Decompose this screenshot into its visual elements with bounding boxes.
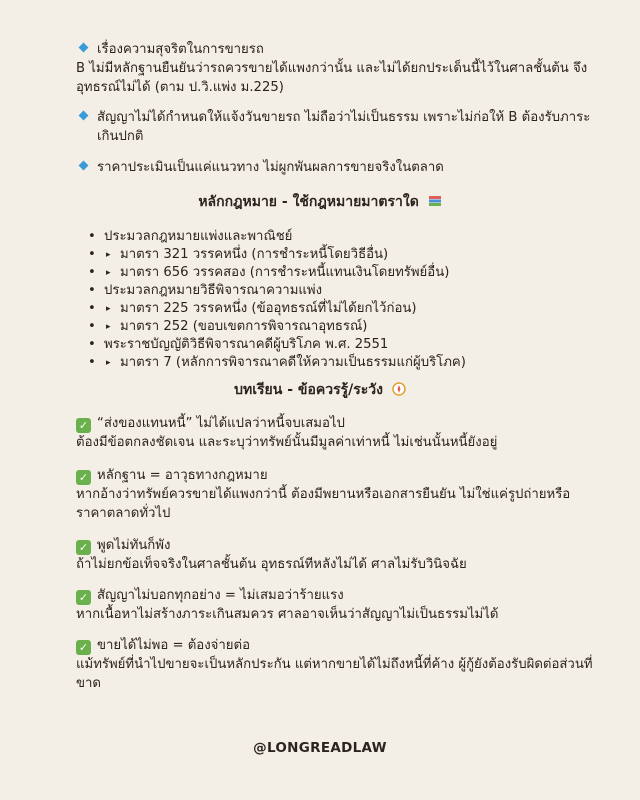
law-heading bbox=[0, 192, 640, 212]
triangle-right-icon: • ▸ bbox=[106, 322, 111, 332]
intro-point-title: สัญญาไม่ได้กำหนดให้แจ้งวันขายรถ ไม่ถือว่าไม่เป็นธรรม เพราะไม่ก่อให้ B ต้องรับภาระเกินปกติ bbox=[97, 110, 591, 144]
intro-point-title: ราคาประเมินเป็นแค่แนวทาง ไม่ผูกพันผลการขายจริงในตลาด bbox=[97, 160, 444, 175]
law-heading-text: หลักกฎหมาย - ใช้กฎหมายมาตราใด bbox=[198, 194, 419, 210]
diamond-bullet-icon bbox=[79, 43, 89, 53]
intro-point-body: B ไม่มีหลักฐานยืนยันว่ารถควรขายได้แพงกว่านั้น และไม่ได้ยกประเด็นนี้ไว้ในศาลชั้นต้น จึงอุทธรณ์ไม่ได้ (ตาม ป.วิ.แพ่ง ม.225) bbox=[76, 61, 588, 95]
lesson-1 bbox=[76, 414, 596, 452]
check-mark-icon: ✓ bbox=[76, 640, 91, 655]
intro-point-1 bbox=[76, 40, 596, 97]
check-mark-icon: ✓ bbox=[76, 590, 91, 605]
diamond-bullet-icon bbox=[79, 161, 89, 171]
law-list-subitem: • ▸ มาตรา 225 วรรคหนึ่ง (ข้ออุทธรณ์ที่ไม่ได้ยกไว้ก่อน) bbox=[88, 300, 588, 318]
compass-icon bbox=[392, 382, 406, 396]
books-icon bbox=[428, 194, 442, 208]
lesson-5 bbox=[76, 636, 596, 693]
triangle-right-icon: • ▸ bbox=[106, 268, 111, 278]
lesson-4 bbox=[76, 586, 596, 624]
lesson-title: หลักฐาน = อาวุธทางกฎหมาย bbox=[97, 468, 268, 483]
lesson-body: หากเนื้อหาไม่สร้างภาระเกินสมควร ศาลอาจเห็นว่าสัญญาไม่เป็นธรรมไม่ได้ bbox=[76, 607, 499, 622]
lesson-title: พูดไม่ทันก็พัง bbox=[97, 538, 171, 553]
law-list-item: • พระราชบัญญัติวิธีพิจารณาคดีผู้บริโภค พ.ศ. 2551 bbox=[88, 336, 588, 354]
check-mark-icon: ✓ bbox=[76, 470, 91, 485]
lesson-heading-text: บทเรียน - ข้อควรรู้/ระวัง bbox=[234, 382, 383, 398]
law-list-subitem: • ▸ มาตรา 252 (ขอบเขตการพิจารณาอุทธรณ์) bbox=[88, 318, 588, 336]
lesson-title: “ส่งของแทนหนี้” ไม่ได้แปลว่าหนี้จบเสมอไป bbox=[97, 416, 345, 431]
law-list bbox=[88, 228, 588, 372]
lesson-body: ถ้าไม่ยกข้อเท็จจริงในศาลชั้นต้น อุทธรณ์ทีหลังไม่ได้ ศาลไม่รับวินิจฉัย bbox=[76, 557, 467, 572]
law-list-subitem: • ▸ มาตรา 321 วรรคหนึ่ง (การชำระหนี้โดยวิธีอื่น) bbox=[88, 246, 588, 264]
law-list-subitem: • ▸ มาตรา 7 (หลักการพิจารณาคดีให้ความเป็นธรรมแก่ผู้บริโภค) bbox=[88, 354, 588, 372]
lesson-body: แม้ทรัพย์ที่นำไปขายจะเป็นหลักประกัน แต่หากขายได้ไม่ถึงหนี้ที่ค้าง ผู้กู้ยังต้องรับผิดต่อส่วนที่ขาด bbox=[76, 657, 593, 691]
lesson-2 bbox=[76, 466, 596, 523]
check-mark-icon: ✓ bbox=[76, 418, 91, 433]
intro-point-title: เรื่องความสุจริตในการขายรถ bbox=[97, 42, 264, 57]
diamond-bullet-icon bbox=[79, 111, 89, 121]
footer-handle: @LONGREADLAW bbox=[253, 740, 387, 756]
lesson-body: ต้องมีข้อตกลงชัดเจน และระบุว่าทรัพย์นั้นมีมูลค่าเท่าหนี้ ไม่เช่นนั้นหนี้ยังอยู่ bbox=[76, 435, 498, 450]
triangle-right-icon: • ▸ bbox=[106, 358, 111, 368]
check-mark-icon: ✓ bbox=[76, 540, 91, 555]
law-list-item: • ประมวลกฎหมายวิธีพิจารณาความแพ่ง bbox=[88, 282, 588, 300]
law-list-subitem: • ▸ มาตรา 656 วรรคสอง (การชำระหนี้แทนเงินโดยทรัพย์อื่น) bbox=[88, 264, 588, 282]
triangle-right-icon: • ▸ bbox=[106, 250, 111, 260]
lesson-body: หากอ้างว่าทรัพย์ควรขายได้แพงกว่านี้ ต้องมีพยานหรือเอกสารยืนยัน ไม่ใช่แค่รูปถ่ายหรือราคาตลาดทั่วไป bbox=[76, 487, 571, 521]
triangle-right-icon: • ▸ bbox=[106, 304, 111, 314]
intro-point-3 bbox=[76, 158, 596, 177]
lesson-3 bbox=[76, 536, 596, 574]
law-list-item: • ประมวลกฎหมายแพ่งและพาณิชย์ bbox=[88, 228, 588, 246]
lesson-title: ขายได้ไม่พอ = ต้องจ่ายต่อ bbox=[97, 638, 250, 653]
lesson-heading bbox=[0, 380, 640, 400]
lesson-title: สัญญาไม่บอกทุกอย่าง = ไม่เสมอว่าร้ายแรง bbox=[97, 588, 344, 603]
intro-point-2 bbox=[76, 108, 596, 146]
